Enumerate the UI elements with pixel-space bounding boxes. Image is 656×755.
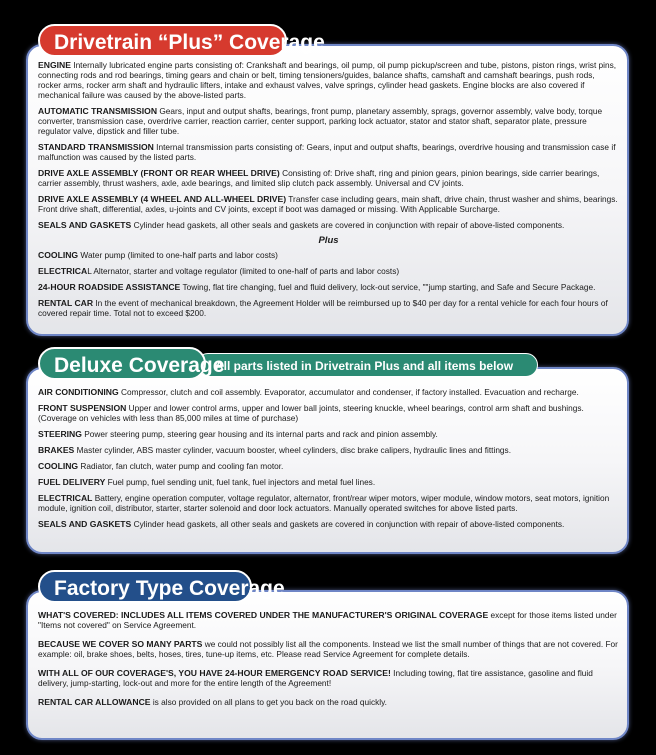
item-steering: STEERING Power steering pump, steering gear housing and its internal parts and rack and pinion assembly. (38, 429, 438, 439)
item-seals-gaskets: SEALS AND GASKETS Cylinder head gaskets, all other seals and gaskets are covered in conjunction with repair of above-listed components. (38, 220, 565, 230)
item-emergency-road-service: WITH ALL OF OUR COVERAGE'S, YOU HAVE 24-HOUR EMERGENCY ROAD SERVICE! Including towing, flat tire assistance, gasoline and fluid delivery, jump-starting, lock-out and more for the entire length of the Agreement! (38, 668, 593, 688)
item-electrical: ELECTRICAL Alternator, starter and voltage regulator (limited to one-half of parts and labor costs) (38, 266, 400, 276)
plus-heading: Plus (318, 235, 339, 246)
item-drive-axle-4wd: DRIVE AXLE ASSEMBLY (4 WHEEL AND ALL-WHEEL DRIVE) Transfer case including gears, main shaft, drive chain, thrust washer and shims, bearings. Front drive shaft, differential, axles, u-joints and CV joints, except if boot was damaged or missing. With Applicable Surcharge. (38, 194, 618, 214)
item-electrical: ELECTRICAL Battery, engine operation computer, voltage regulator, alternator, front/rear wiper motors, wiper module, window motors, seat motors, ignition module, ignition coil, distributor, starter, starter solenoid and door lock actuators. Manually operated switches for above listed parts. (38, 493, 610, 513)
factory-panel (26, 590, 629, 740)
item-rental-car-allowance: RENTAL CAR ALLOWANCE is also provided on all plans to get you back on the road quickly. (38, 697, 387, 707)
item-engine: ENGINE Internally lubricated engine parts consisting of: Crankshaft and bearings, oil pump, oil pump pickup/screen and tube, pistons, piston rings, wrist pins, connecting rods and rod bearings, timing gears and chain or belt, timing tensioners/guides, balance shafts, camshaft and camshaft bearings, push rods, rocker arms, rocker arm shaft and hydraulic lifters, intake and exhaust valves, valve springs, cylinder head gaskets. Engine blocks are also covered if mechanical failure was caused by the above-listed parts. (38, 60, 617, 100)
item-cooling: COOLING Water pump (limited to one-half parts and labor costs) (38, 250, 278, 260)
factory-title: Factory Type Coverage (38, 570, 252, 603)
item-whats-covered: WHAT'S COVERED: INCLUDES ALL ITEMS COVERED UNDER THE MANUFACTURER'S ORIGINAL COVERAGE except for those items listed under "Items not covered" on Service Agreement. (38, 610, 617, 630)
deluxe-subtitle: All parts listed in Drivetrain Plus and all items below (196, 353, 538, 377)
deluxe-title: Deluxe Coverage (38, 347, 206, 380)
deluxe-panel (26, 367, 629, 554)
item-cooling: COOLING Radiator, fan clutch, water pump and cooling fan motor. (38, 461, 284, 471)
item-drive-axle-2wd: DRIVE AXLE ASSEMBLY (FRONT OR REAR WHEEL DRIVE) Consisting of: Drive shaft, ring and pinion gears, pinion bearings, side carrier bearings, carrier assembly, thrust washers, axle, axle bearings, and limited slip clutch pack assembly. Universal and CV joints. (38, 168, 600, 188)
item-front-suspension: FRONT SUSPENSION Upper and lower control arms, upper and lower ball joints, steering knuckle, wheel bearings, control arm shaft and bushings. (Coverage on vehicles with less than 85,000 miles at time of purchase) (38, 403, 584, 423)
item-brakes: BRAKES Master cylinder, ABS master cylinder, vacuum booster, wheel cylinders, disc brake calipers, hydraulic lines and fittings. (38, 445, 512, 455)
item-standard-transmission: STANDARD TRANSMISSION Internal transmission parts consisting of: Gears, input and output shafts, bearings, overdrive housing and transmission case if malfunction was caused by the listed parts. (38, 142, 616, 162)
item-air-conditioning: AIR CONDITIONING Compressor, clutch and coil assembly. Evaporator, accumulator and condenser, if factory installed. Evacuation and recharge. (38, 387, 579, 397)
item-automatic-transmission: AUTOMATIC TRANSMISSION Gears, input and output shafts, bearings, front pump, planetary assembly, sprags, governor assembly, valve body, torque converter, transmission case, overdrive carrier, reaction carrier, center support, parking lock actuator, stator and stator shaft, separator plate, pressure regulator valve, dipstick and filler tube. (38, 106, 603, 136)
drivetrain-title: Drivetrain “Plus” Coverage (38, 24, 287, 57)
item-fuel-delivery: FUEL DELIVERY Fuel pump, fuel sending unit, fuel tank, fuel injectors and metal fuel lines. (38, 477, 376, 487)
item-seals-gaskets: SEALS AND GASKETS Cylinder head gaskets, all other seals and gaskets are covered in conjunction with repair of above-listed components. (38, 519, 565, 529)
item-roadside-assistance: 24-HOUR ROADSIDE ASSISTANCE Towing, flat tire changing, fuel and fluid delivery, lock-out service, ""jump starting, and Safe and Secure Package. (38, 282, 596, 292)
item-cover-so-many-parts: BECAUSE WE COVER SO MANY PARTS we could not possibly list all the components. Instead we list the small number of things that are not covered. For example: oil, brake shoes, belts, hoses, tires, tune-up items, etc. Please read Service Agreement for complete details. (38, 639, 618, 659)
item-rental-car: RENTAL CAR In the event of mechanical breakdown, the Agreement Holder will be reimbursed up to $40 per day for a rental vehicle for each four hours of covered repair time. Total not to exceed $200. (38, 298, 608, 318)
drivetrain-panel (26, 44, 629, 336)
